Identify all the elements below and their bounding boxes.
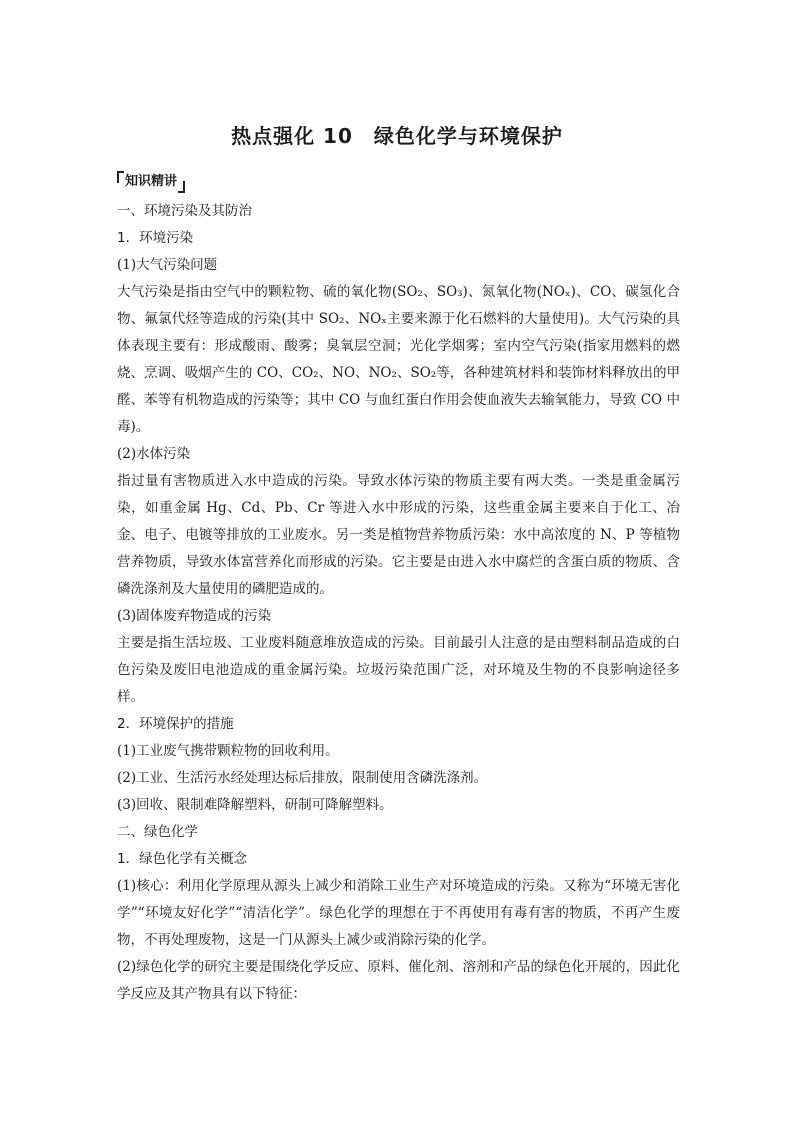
section-tag: 知识精讲 (117, 171, 185, 193)
paragraph: (2)绿色化学的研究主要是围绕化学反应、原料、催化剂、溶剂和产品的绿色化开展的，因此化学反应及其产物具有以下特征： (117, 959, 680, 1002)
text-line: 2．环境保护的措施 (117, 716, 234, 732)
text-line: 一、环境污染及其防治 (117, 203, 252, 219)
text-line: (1)工业废气携带颗粒物的回收利用。 (117, 743, 339, 759)
text-line: (2)工业、生活污水经处理达标后排放，限制使用含磷洗涤剂。 (117, 770, 488, 786)
text-line: (2)水体污染 (117, 446, 191, 462)
paragraph: 主要是指生活垃圾、工业废料随意堆放造成的污染。目前最引人注意的是由塑料制品造成的白色污染及废旧电池造成的重金属污染。垃圾污染范围广泛，对环境及生物的不良影响途径多样。 (117, 635, 680, 705)
text-line: (1)大气污染问题 (117, 257, 218, 273)
paragraph: 指过量有害物质进入水中造成的污染。导致水体污染的物质主要有两大类。一类是重金属污染，如重金属 Hg、Cd、Pb、Cr 等进入水中形成的污染，这些重金属主要来自于化工、冶金、电子、电镀等排放的工业废水。另一类是植物营养物质污染：水中高浓度的 N、P 等植物营养物质，导致水体富营养化而形成的污染。它主要是由进入水中腐烂的含蛋白质的物质、含磷洗涤剂及大量使用的磷肥造成的。 (117, 473, 680, 597)
text-line: 1．绿色化学有关概念 (117, 851, 248, 867)
text-line: (3)回收、限制难降解塑料，研制可降解塑料。 (117, 797, 393, 813)
text-line: 二、绿色化学 (117, 824, 198, 840)
page-title: 热点强化 10 绿色化学与环境保护 (231, 124, 563, 148)
text-line: (3)固体废弃物造成的污染 (117, 608, 272, 624)
paragraph: (1)核心：利用化学原理从源头上减少和消除工业生产对环境造成的污染。又称为“环境无害化学”“环境友好化学”“清洁化学”。绿色化学的理想在于不再使用有毒有害的物质，不再产生废物，不再处理废物，这是一门从源头上减少或消除污染的化学。 (117, 878, 680, 948)
text-line: 1．环境污染 (117, 230, 194, 246)
paragraph: 大气污染是指由空气中的颗粒物、硫的氧化物(SO₂、SO₃)、氮氧化物(NOₓ)、CO、碳氢化合物、氟氯代烃等造成的污染(其中 SO₂、NOₓ主要来源于化石燃料的大量使用)。大气污染的具体表现主要有：形成酸雨、酸雾；臭氧层空洞；光化学烟雾；室内空气污染(指家用燃料的燃烧、烹调、吸烟产生的 CO、CO₂、NO、NO₂、SO₂等，各种建筑材料和装饰材料释放出的甲醛、苯等有机物造成的污染等；其中 CO 与血红蛋白作用会使血液失去输氧能力，导致 CO 中毒)。 (117, 284, 680, 435)
document-body (117, 170, 680, 1008)
